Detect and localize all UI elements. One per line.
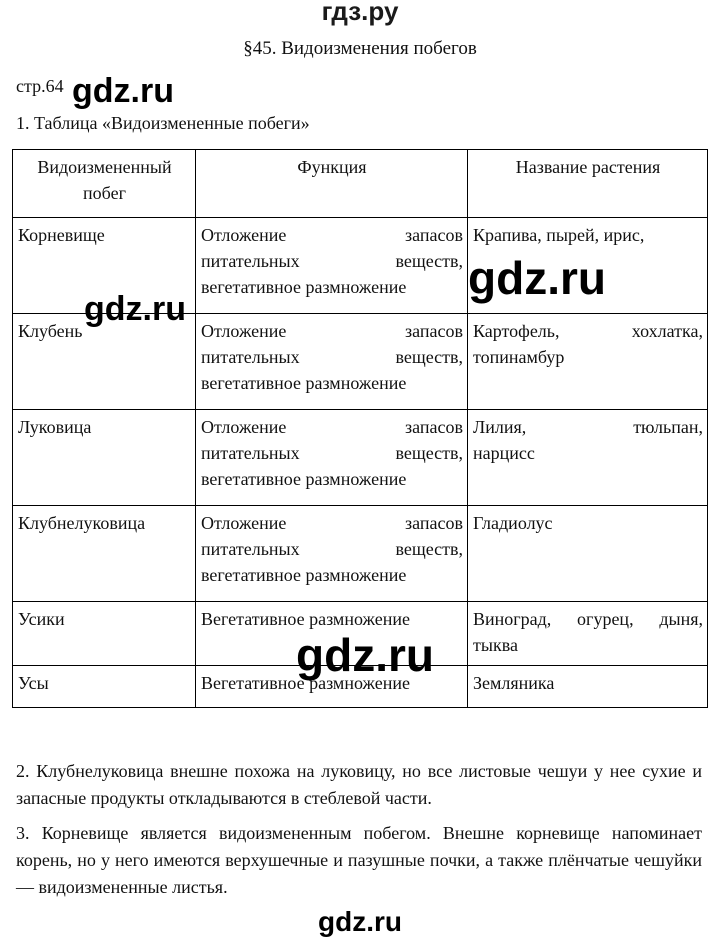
function-line: вегетативное размножение: [201, 373, 407, 393]
function-line: Отложение запасов: [201, 513, 463, 533]
function-cell: [196, 218, 468, 314]
watermark: gdz.ru: [84, 290, 186, 328]
section-title: §45. Видоизменения побегов: [243, 38, 477, 59]
function-line: питательных веществ,: [201, 539, 463, 559]
watermark: gdz.ru: [468, 252, 606, 304]
plants-cell: [468, 602, 708, 666]
watermark: gdz.ru: [318, 906, 402, 937]
shoot-cell: Корневище: [13, 218, 196, 314]
function-line: питательных веществ,: [201, 347, 463, 367]
plants-line: нарцисс: [473, 443, 535, 463]
shoot-cell: Усики: [13, 602, 196, 666]
shoot-cell: Клубень: [13, 314, 196, 410]
plants-line: топинамбур: [473, 347, 565, 367]
page-reference: стр.64: [16, 76, 64, 96]
function-line: Отложение запасов: [201, 417, 463, 437]
task1-title: 1. Таблица «Видоизмененные побеги»: [16, 113, 310, 133]
column-header: Видоизмененный побег: [13, 150, 196, 218]
table-header-row: [13, 150, 708, 218]
table-row: [13, 506, 708, 602]
function-line: Вегетативное размножение: [201, 673, 410, 693]
plants-cell: [468, 666, 708, 708]
column-header: Функция: [196, 150, 468, 218]
function-cell: [196, 506, 468, 602]
function-line: вегетативное размножение: [201, 565, 407, 585]
function-cell: [196, 410, 468, 506]
function-line: Вегетативное размножение: [201, 609, 410, 629]
site-header: гдз.ру: [321, 0, 399, 26]
plants-line: Земляника: [473, 673, 555, 693]
plants-line: тыква: [473, 635, 518, 655]
answer-3: 3. Корневище является видоизмененным побегом. Внешне корневище напоминает корень, но у него имеются верхушечные и пазушные почки, а также плёнчатые чешуйки — видоизмененные листья.: [16, 823, 702, 897]
function-cell: [196, 314, 468, 410]
plants-cell: [468, 506, 708, 602]
shoots-table: [12, 149, 708, 708]
column-header: Название растения: [468, 150, 708, 218]
plants-line: Гладиолус: [473, 513, 553, 533]
shoot-cell: Луковица: [13, 410, 196, 506]
function-line: вегетативное размножение: [201, 469, 407, 489]
shoot-cell: Клубнелуковица: [13, 506, 196, 602]
shoot-cell: Усы: [13, 666, 196, 708]
plants-line: Виноград, огурец, дыня,: [473, 609, 703, 629]
plants-cell: [468, 410, 708, 506]
plants-line: Крапива, пырей, ирис,: [473, 225, 645, 245]
function-line: питательных веществ,: [201, 443, 463, 463]
function-line: вегетативное размножение: [201, 277, 407, 297]
function-line: Отложение запасов: [201, 321, 463, 341]
function-line: Отложение запасов: [201, 225, 463, 245]
plants-line: Картофель, хохлатка,: [473, 321, 703, 341]
plants-cell: [468, 314, 708, 410]
table-row: [13, 410, 708, 506]
answer-2: 2. Клубнелуковица внешне похожа на луковицу, но все листовые чешуи у нее сухие и запасные продукты откладываются в стеблевой части.: [16, 761, 702, 808]
plants-line: Лилия, тюльпан,: [473, 417, 703, 437]
function-line: питательных веществ,: [201, 251, 463, 271]
watermark: gdz.ru: [72, 72, 174, 110]
watermark: gdz.ru: [296, 629, 434, 681]
